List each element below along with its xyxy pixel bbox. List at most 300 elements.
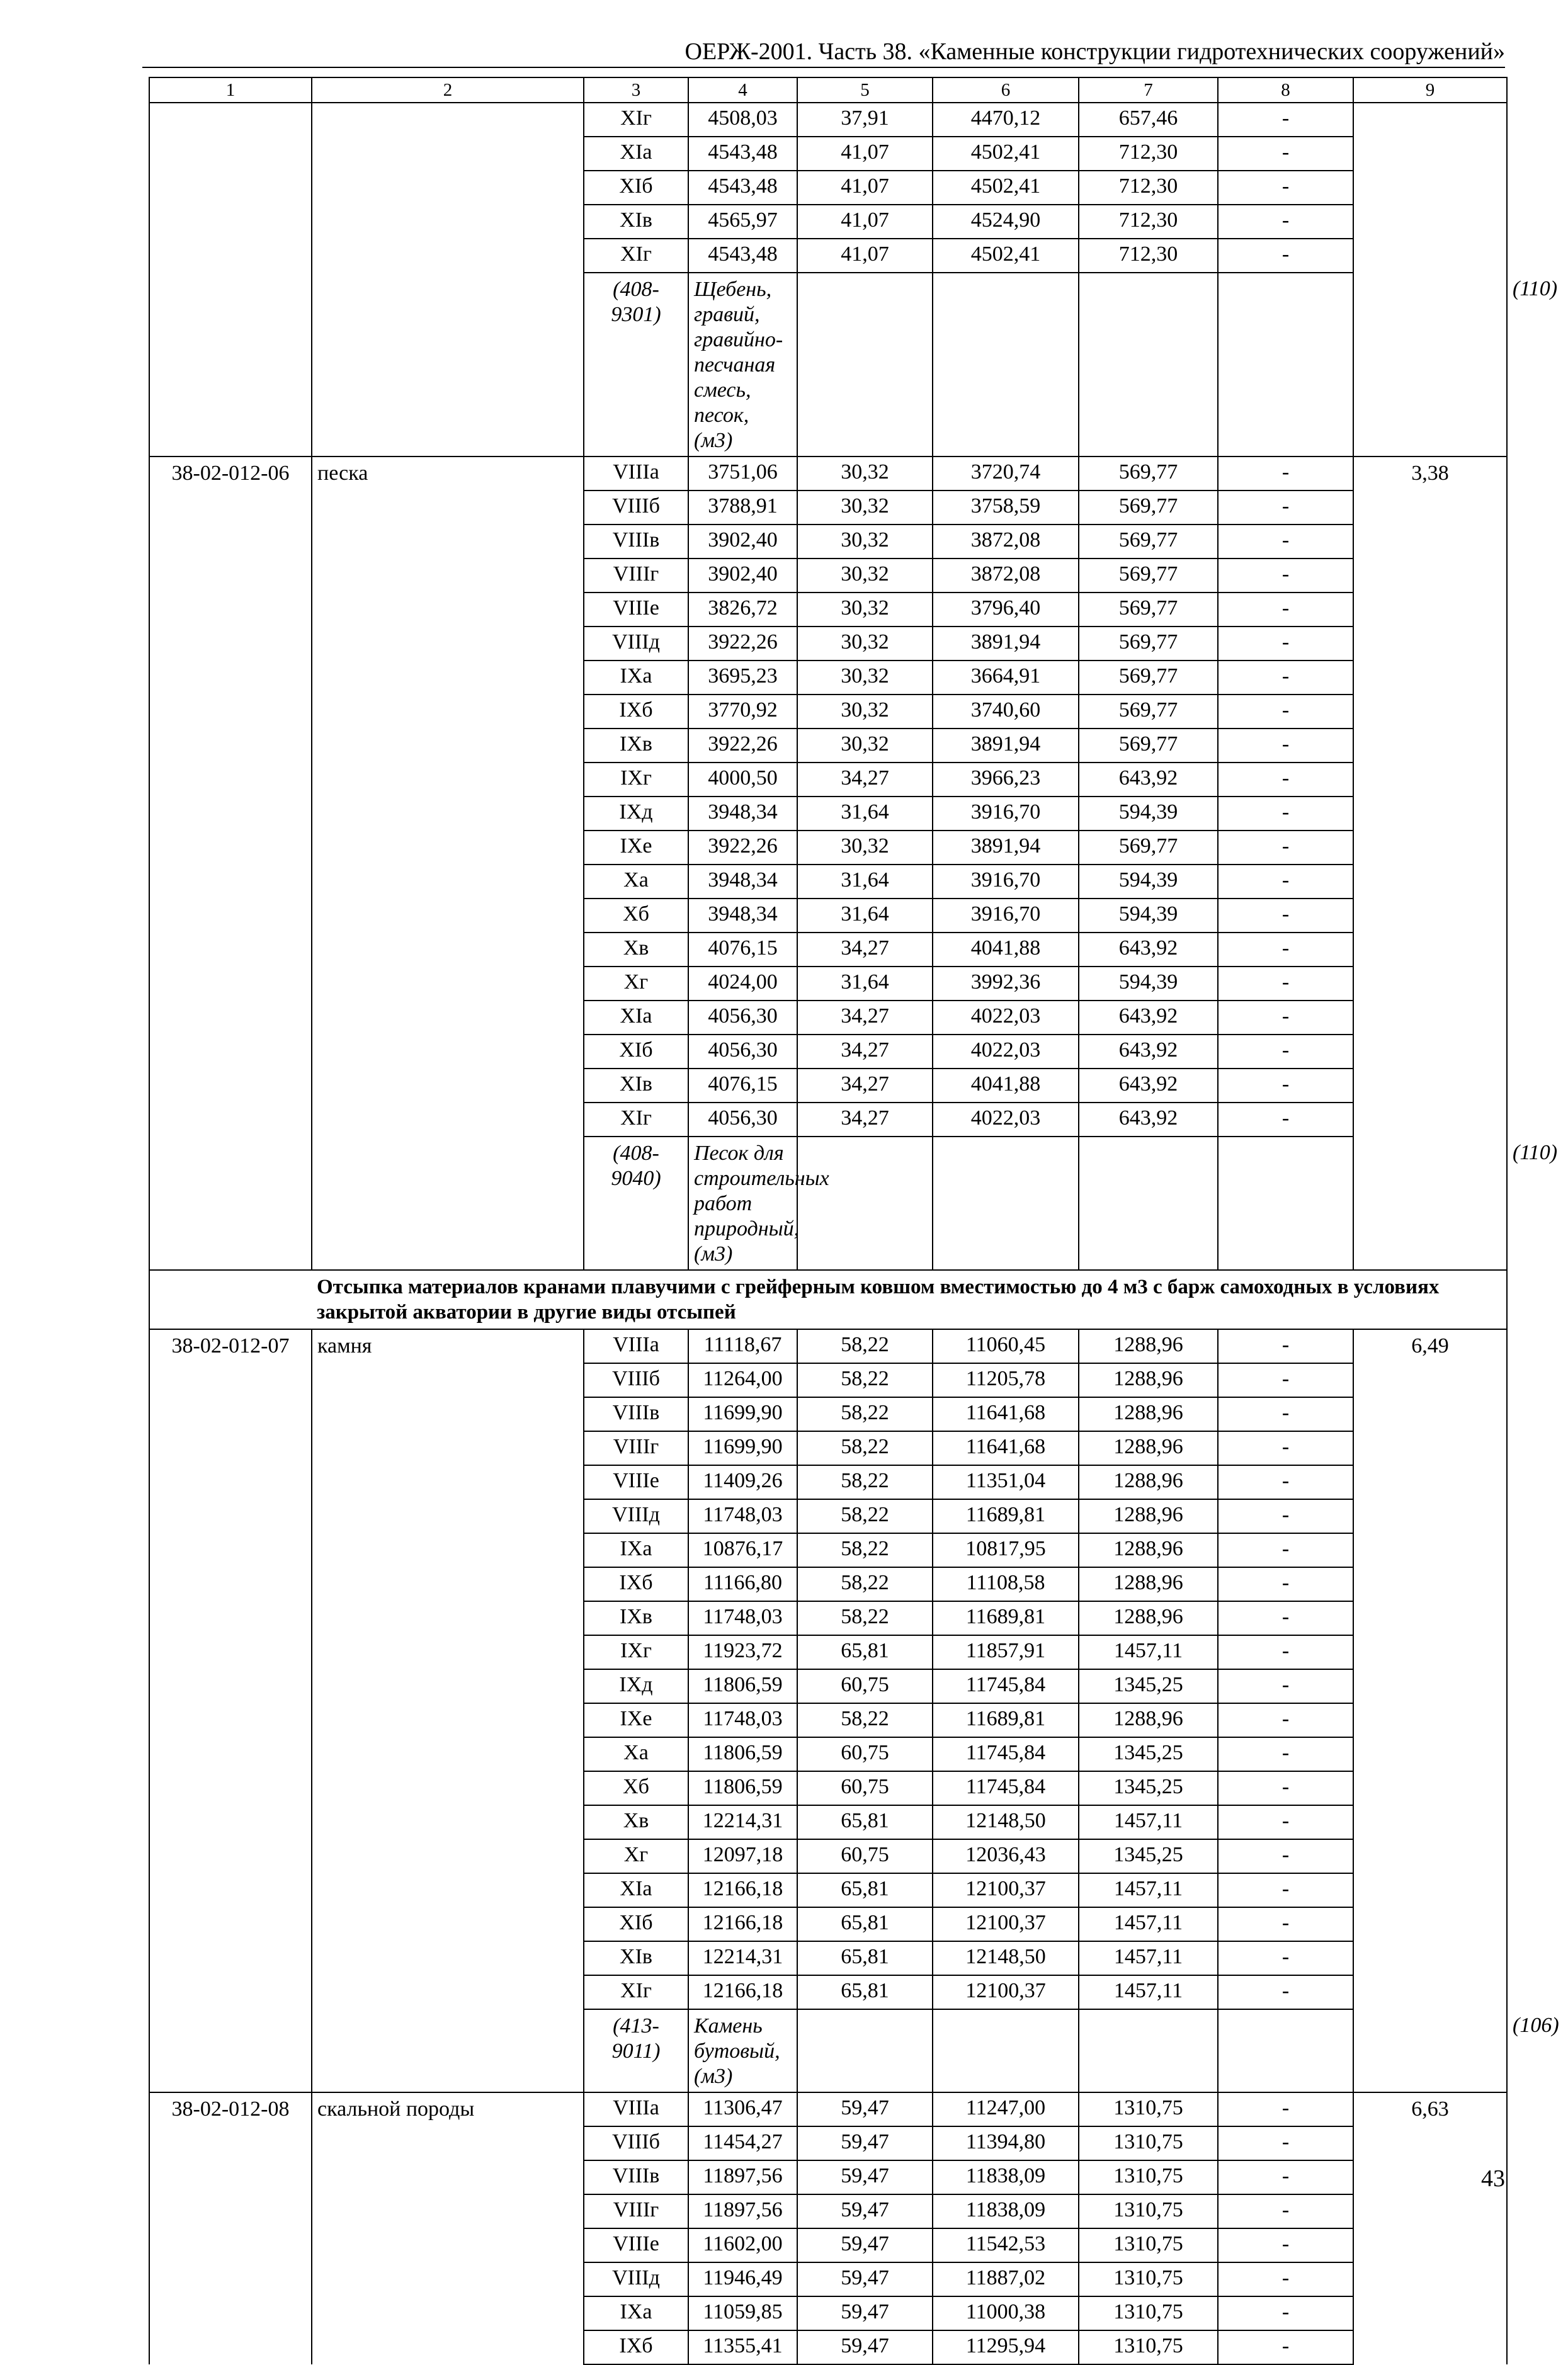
price-cell: - <box>1218 1001 1353 1035</box>
price-cell: 11745,84 <box>933 1669 1079 1703</box>
price-cell: 59,47 <box>797 2262 933 2296</box>
price-cell: 11409,26 <box>688 1465 797 1499</box>
zone-cell: VIIIе <box>584 2228 688 2262</box>
item-code <box>149 103 312 457</box>
price-cell: 11897,56 <box>688 2194 797 2228</box>
zone-cell: Xг <box>584 1839 688 1873</box>
zone-cell: Xа <box>584 865 688 899</box>
price-cell: - <box>1218 1397 1353 1431</box>
price-cell: 34,27 <box>797 1001 933 1035</box>
price-cell: 569,77 <box>1079 457 1218 491</box>
zone-cell: VIIIд <box>584 2262 688 2296</box>
price-cell: 4470,12 <box>933 103 1079 137</box>
price-cell: 12097,18 <box>688 1839 797 1873</box>
zone-cell: IXе <box>584 831 688 865</box>
item-code: 38-02-012-06 <box>149 457 312 1270</box>
price-cell: 12166,18 <box>688 1873 797 1907</box>
price-cell: 59,47 <box>797 2194 933 2228</box>
zone-cell: Xа <box>584 1737 688 1771</box>
section-empty-cell <box>149 1270 312 1329</box>
price-cell: 4502,41 <box>933 171 1079 205</box>
price-cell: 1345,25 <box>1079 1669 1218 1703</box>
price-cell: 1310,75 <box>1079 2330 1218 2364</box>
price-cell: 58,22 <box>797 1397 933 1431</box>
price-cell: 3664,91 <box>933 661 1079 695</box>
resource-row: (413-9011) Камень бутовый, (м3) (106) <box>149 2009 1507 2092</box>
price-cell: 4543,48 <box>688 171 797 205</box>
price-cell: - <box>1218 1873 1353 1907</box>
price-cell: 58,22 <box>797 1363 933 1397</box>
zone-cell: XIг <box>584 1103 688 1137</box>
price-cell: 3796,40 <box>933 593 1079 627</box>
price-cell: 11602,00 <box>688 2228 797 2262</box>
price-cell: 58,22 <box>797 1533 933 1567</box>
price-cell: 12214,31 <box>688 1941 797 1975</box>
zone-cell: XIг <box>584 1975 688 2009</box>
column-number: 6 <box>933 77 1079 103</box>
price-cell: 643,92 <box>1079 1001 1218 1035</box>
price-cell: 1288,96 <box>1079 1465 1218 1499</box>
price-cell: - <box>1218 899 1353 933</box>
price-cell: 4041,88 <box>933 1069 1079 1103</box>
price-cell: 60,75 <box>797 1737 933 1771</box>
price-cell: 59,47 <box>797 2330 933 2364</box>
price-cell: 3916,70 <box>933 797 1079 831</box>
price-cell: 30,32 <box>797 457 933 491</box>
price-cell: 4056,30 <box>688 1103 797 1137</box>
empty-cell <box>797 273 933 457</box>
price-cell: 10876,17 <box>688 1533 797 1567</box>
price-cell: 594,39 <box>1079 797 1218 831</box>
empty-cell <box>797 1137 933 1270</box>
table-body <box>149 77 1559 2364</box>
price-cell: 3758,59 <box>933 491 1079 525</box>
price-cell: 11838,09 <box>933 2194 1079 2228</box>
price-cell: 3922,26 <box>688 627 797 661</box>
page-number: 43 <box>1481 2165 1505 2192</box>
zone-cell: Xв <box>584 1805 688 1839</box>
zone-cell: IXа <box>584 2296 688 2330</box>
price-cell: 3720,74 <box>933 457 1079 491</box>
price-cell: 30,32 <box>797 831 933 865</box>
price-cell: 30,32 <box>797 559 933 593</box>
price-cell: 11351,04 <box>933 1465 1079 1499</box>
price-cell: 1457,11 <box>1079 1941 1218 1975</box>
price-cell: - <box>1218 1975 1353 2009</box>
price-cell: 58,22 <box>797 1601 933 1635</box>
resource-code: (408-9301) <box>584 273 688 457</box>
price-cell: 1457,11 <box>1079 1907 1218 1941</box>
price-cell: - <box>1218 2194 1353 2228</box>
price-cell: 11699,90 <box>688 1397 797 1431</box>
price-cell: 31,64 <box>797 967 933 1001</box>
price-cell: 30,32 <box>797 729 933 763</box>
price-cell: 11264,00 <box>688 1363 797 1397</box>
price-cell: - <box>1218 831 1353 865</box>
resource-code: (408-9040) <box>584 1137 688 1270</box>
price-cell: 11247,00 <box>933 2092 1079 2126</box>
price-cell: 4056,30 <box>688 1001 797 1035</box>
price-cell: 3902,40 <box>688 559 797 593</box>
price-cell: 569,77 <box>1079 661 1218 695</box>
price-cell: 4543,48 <box>688 137 797 171</box>
price-cell: 11887,02 <box>933 2262 1079 2296</box>
price-cell: 59,47 <box>797 2228 933 2262</box>
price-cell: 12100,37 <box>933 1975 1079 2009</box>
zone-cell: IXб <box>584 1567 688 1601</box>
price-cell: 11000,38 <box>933 2296 1079 2330</box>
price-cell: 3695,23 <box>688 661 797 695</box>
price-cell: - <box>1218 1737 1353 1771</box>
price-cell: 34,27 <box>797 1069 933 1103</box>
price-table <box>149 77 1559 2365</box>
col9-value: 6,49 <box>1353 1329 1507 2092</box>
zone-cell: VIIIа <box>584 1329 688 1363</box>
price-cell: - <box>1218 1703 1353 1737</box>
price-cell: 12166,18 <box>688 1907 797 1941</box>
price-cell: 65,81 <box>797 1941 933 1975</box>
price-cell: - <box>1218 491 1353 525</box>
price-cell: 1288,96 <box>1079 1703 1218 1737</box>
price-cell: 34,27 <box>797 933 933 967</box>
price-cell: 1345,25 <box>1079 1839 1218 1873</box>
price-cell: - <box>1218 1103 1353 1137</box>
price-cell: 569,77 <box>1079 695 1218 729</box>
col9-value: 6,63 <box>1353 2092 1507 2364</box>
price-cell: 1457,11 <box>1079 1805 1218 1839</box>
price-cell: 41,07 <box>797 239 933 273</box>
price-cell: 3966,23 <box>933 763 1079 797</box>
price-cell: 1310,75 <box>1079 2126 1218 2160</box>
price-cell: - <box>1218 1771 1353 1805</box>
price-cell: - <box>1218 933 1353 967</box>
empty-cell <box>1079 273 1218 457</box>
price-cell: 643,92 <box>1079 1035 1218 1069</box>
price-cell: 12036,43 <box>933 1839 1079 1873</box>
price-cell: - <box>1218 103 1353 137</box>
price-cell: 1288,96 <box>1079 1533 1218 1567</box>
price-cell: 3922,26 <box>688 729 797 763</box>
price-cell: - <box>1218 2296 1353 2330</box>
zone-cell: Xб <box>584 1771 688 1805</box>
section-heading-row <box>149 1270 1507 1329</box>
item-code: 38-02-012-08 <box>149 2092 312 2364</box>
price-cell: 34,27 <box>797 1035 933 1069</box>
price-cell: - <box>1218 593 1353 627</box>
zone-cell: XIв <box>584 1069 688 1103</box>
zone-cell: VIIIд <box>584 1499 688 1533</box>
price-cell: 11806,59 <box>688 1771 797 1805</box>
price-cell: 11745,84 <box>933 1771 1079 1805</box>
price-cell: 3891,94 <box>933 627 1079 661</box>
price-cell: 569,77 <box>1079 559 1218 593</box>
price-cell: 569,77 <box>1079 491 1218 525</box>
price-cell: - <box>1218 1533 1353 1567</box>
zone-cell: IXд <box>584 1669 688 1703</box>
price-cell: 59,47 <box>797 2126 933 2160</box>
price-cell: - <box>1218 865 1353 899</box>
price-table-container <box>149 77 1559 2365</box>
column-number-row <box>149 77 1507 103</box>
zone-cell: VIIIб <box>584 1363 688 1397</box>
price-cell: 65,81 <box>797 1907 933 1941</box>
price-cell: - <box>1218 2330 1353 2364</box>
item-name: песка <box>312 457 584 1270</box>
price-cell: - <box>1218 763 1353 797</box>
zone-cell: IXб <box>584 695 688 729</box>
zone-cell: VIIIб <box>584 491 688 525</box>
zone-cell: XIв <box>584 1941 688 1975</box>
price-cell: 31,64 <box>797 899 933 933</box>
price-cell: - <box>1218 729 1353 763</box>
price-cell: 1288,96 <box>1079 1329 1218 1363</box>
empty-cell <box>1079 2009 1218 2092</box>
price-cell: - <box>1218 205 1353 239</box>
price-cell: 11745,84 <box>933 1737 1079 1771</box>
price-cell: 11689,81 <box>933 1703 1079 1737</box>
price-cell: 4024,00 <box>688 967 797 1001</box>
empty-cell <box>1218 2009 1353 2092</box>
empty-cell <box>1218 1137 1353 1270</box>
price-cell: 3751,06 <box>688 457 797 491</box>
price-cell: - <box>1218 627 1353 661</box>
price-cell: - <box>1218 1839 1353 1873</box>
column-number: 2 <box>312 77 584 103</box>
zone-cell: IXг <box>584 763 688 797</box>
price-cell: 11108,58 <box>933 1567 1079 1601</box>
price-cell: 11857,91 <box>933 1635 1079 1669</box>
zone-cell: VIIIв <box>584 1397 688 1431</box>
col9-value: 3,38 <box>1353 457 1507 1270</box>
zone-cell: Xг <box>584 967 688 1001</box>
zone-cell: IXв <box>584 1601 688 1635</box>
price-cell: - <box>1218 1363 1353 1397</box>
price-cell: 4502,41 <box>933 239 1079 273</box>
price-cell: 643,92 <box>1079 1103 1218 1137</box>
price-cell: 60,75 <box>797 1839 933 1873</box>
zone-cell: VIIIв <box>584 2160 688 2194</box>
zone-cell: IXе <box>584 1703 688 1737</box>
price-cell: 4022,03 <box>933 1035 1079 1069</box>
price-cell: 31,64 <box>797 865 933 899</box>
zone-cell: XIб <box>584 1907 688 1941</box>
zone-cell: VIIIг <box>584 2194 688 2228</box>
price-cell: 10817,95 <box>933 1533 1079 1567</box>
price-cell: - <box>1218 137 1353 171</box>
price-cell: 3916,70 <box>933 865 1079 899</box>
price-cell: 594,39 <box>1079 967 1218 1001</box>
price-cell: - <box>1218 1035 1353 1069</box>
price-cell: 58,22 <box>797 1431 933 1465</box>
zone-cell: XIа <box>584 137 688 171</box>
price-cell: 1288,96 <box>1079 1431 1218 1465</box>
price-cell: 657,46 <box>1079 103 1218 137</box>
price-cell: 4000,50 <box>688 763 797 797</box>
price-cell: 3948,34 <box>688 899 797 933</box>
price-cell: 41,07 <box>797 137 933 171</box>
price-cell: 3891,94 <box>933 729 1079 763</box>
price-cell: 30,32 <box>797 593 933 627</box>
price-cell: 58,22 <box>797 1703 933 1737</box>
column-number: 3 <box>584 77 688 103</box>
price-cell: 11806,59 <box>688 1737 797 1771</box>
price-cell: 11689,81 <box>933 1601 1079 1635</box>
empty-cell <box>1079 1137 1218 1270</box>
price-cell: 4508,03 <box>688 103 797 137</box>
column-number: 4 <box>688 77 797 103</box>
price-cell: 34,27 <box>797 763 933 797</box>
zone-cell: VIIIг <box>584 1431 688 1465</box>
price-cell: 1457,11 <box>1079 1873 1218 1907</box>
price-cell: 712,30 <box>1079 137 1218 171</box>
price-cell: 11355,41 <box>688 2330 797 2364</box>
price-cell: - <box>1218 2126 1353 2160</box>
price-cell: - <box>1218 1567 1353 1601</box>
zone-cell: VIIIе <box>584 593 688 627</box>
price-cell: 11641,68 <box>933 1431 1079 1465</box>
price-cell: 11166,80 <box>688 1567 797 1601</box>
zone-cell: VIIIв <box>584 525 688 559</box>
price-cell: 569,77 <box>1079 729 1218 763</box>
zone-cell: IXа <box>584 1533 688 1567</box>
price-cell: 3891,94 <box>933 831 1079 865</box>
resource-code: (413-9011) <box>584 2009 688 2092</box>
price-cell: 4022,03 <box>933 1103 1079 1137</box>
price-cell: 643,92 <box>1079 1069 1218 1103</box>
price-cell: 65,81 <box>797 1873 933 1907</box>
price-cell: 12100,37 <box>933 1907 1079 1941</box>
price-cell: 3788,91 <box>688 491 797 525</box>
price-cell: 569,77 <box>1079 525 1218 559</box>
price-cell: 1310,75 <box>1079 2228 1218 2262</box>
price-cell: 3770,92 <box>688 695 797 729</box>
price-cell: 37,91 <box>797 103 933 137</box>
price-cell: 11059,85 <box>688 2296 797 2330</box>
price-cell: 11946,49 <box>688 2262 797 2296</box>
zone-cell: VIIIд <box>584 627 688 661</box>
price-cell: 41,07 <box>797 205 933 239</box>
price-cell: 1345,25 <box>1079 1771 1218 1805</box>
zone-cell: IXг <box>584 1635 688 1669</box>
price-cell: - <box>1218 171 1353 205</box>
price-cell: 4076,15 <box>688 1069 797 1103</box>
price-cell: 4565,97 <box>688 205 797 239</box>
price-cell: - <box>1218 1329 1353 1363</box>
price-cell: 30,32 <box>797 661 933 695</box>
price-cell: 11295,94 <box>933 2330 1079 2364</box>
price-cell: 594,39 <box>1079 865 1218 899</box>
zone-cell: XIб <box>584 171 688 205</box>
price-cell: 3902,40 <box>688 525 797 559</box>
zone-cell: IXд <box>584 797 688 831</box>
price-cell: 59,47 <box>797 2160 933 2194</box>
price-cell: - <box>1218 1907 1353 1941</box>
zone-cell: VIIIб <box>584 2126 688 2160</box>
column-number: 8 <box>1218 77 1353 103</box>
price-cell: - <box>1218 1069 1353 1103</box>
price-cell: 11542,53 <box>933 2228 1079 2262</box>
price-cell: 3922,26 <box>688 831 797 865</box>
col9-value <box>1353 103 1507 457</box>
price-cell: 1345,25 <box>1079 1737 1218 1771</box>
price-cell: 30,32 <box>797 525 933 559</box>
zone-cell: IXв <box>584 729 688 763</box>
price-cell: - <box>1218 1635 1353 1669</box>
price-cell: 34,27 <box>797 1103 933 1137</box>
price-cell: 4543,48 <box>688 239 797 273</box>
price-cell: 712,30 <box>1079 205 1218 239</box>
price-cell: 11748,03 <box>688 1499 797 1533</box>
price-cell: 59,47 <box>797 2092 933 2126</box>
price-cell: - <box>1218 1669 1353 1703</box>
column-number: 7 <box>1079 77 1218 103</box>
price-cell: 11806,59 <box>688 1669 797 1703</box>
price-cell: 11748,03 <box>688 1601 797 1635</box>
price-cell: 11641,68 <box>933 1397 1079 1431</box>
price-cell: 11897,56 <box>688 2160 797 2194</box>
price-cell: 11699,90 <box>688 1431 797 1465</box>
price-cell: - <box>1218 2228 1353 2262</box>
price-cell: - <box>1218 559 1353 593</box>
price-cell: 1310,75 <box>1079 2194 1218 2228</box>
empty-cell <box>797 2009 933 2092</box>
price-cell: - <box>1218 1431 1353 1465</box>
price-cell: - <box>1218 457 1353 491</box>
price-cell: 12214,31 <box>688 1805 797 1839</box>
zone-cell: Xв <box>584 933 688 967</box>
price-cell: 58,22 <box>797 1465 933 1499</box>
empty-cell <box>933 2009 1079 2092</box>
price-cell: 11060,45 <box>933 1329 1079 1363</box>
price-cell: 65,81 <box>797 1975 933 2009</box>
price-cell: 1288,96 <box>1079 1397 1218 1431</box>
item-name <box>312 103 584 457</box>
price-cell: - <box>1218 525 1353 559</box>
price-cell: 3740,60 <box>933 695 1079 729</box>
price-cell: 11118,67 <box>688 1329 797 1363</box>
zone-cell: XIв <box>584 205 688 239</box>
price-cell: - <box>1218 2092 1353 2126</box>
price-cell: 594,39 <box>1079 899 1218 933</box>
price-cell: 30,32 <box>797 627 933 661</box>
price-cell: - <box>1218 797 1353 831</box>
price-cell: 1310,75 <box>1079 2160 1218 2194</box>
price-cell: 3948,34 <box>688 865 797 899</box>
resource-name: Песок для строительных работ природный, (м3) <box>688 1137 797 1270</box>
price-cell: 11306,47 <box>688 2092 797 2126</box>
price-cell: 1288,96 <box>1079 1567 1218 1601</box>
price-cell: 11394,80 <box>933 2126 1079 2160</box>
price-cell: 4524,90 <box>933 205 1079 239</box>
price-cell: 1457,11 <box>1079 1975 1218 2009</box>
item-name: камня <box>312 1329 584 2092</box>
price-cell: 569,77 <box>1079 593 1218 627</box>
price-cell: 4056,30 <box>688 1035 797 1069</box>
price-cell: 12148,50 <box>933 1941 1079 1975</box>
price-cell: - <box>1218 967 1353 1001</box>
header-rule <box>142 67 1505 68</box>
price-cell: - <box>1218 1941 1353 1975</box>
price-cell: 4502,41 <box>933 137 1079 171</box>
price-cell: 65,81 <box>797 1635 933 1669</box>
price-cell: - <box>1218 1465 1353 1499</box>
item-name: скальной породы <box>312 2092 584 2364</box>
zone-cell: IXа <box>584 661 688 695</box>
price-cell: 11689,81 <box>933 1499 1079 1533</box>
document-header: ОЕРЖ-2001. Часть 38. «Каменные конструкции гидротехнических сооружений» <box>685 38 1505 65</box>
table-row <box>149 103 1507 137</box>
empty-cell <box>933 273 1079 457</box>
